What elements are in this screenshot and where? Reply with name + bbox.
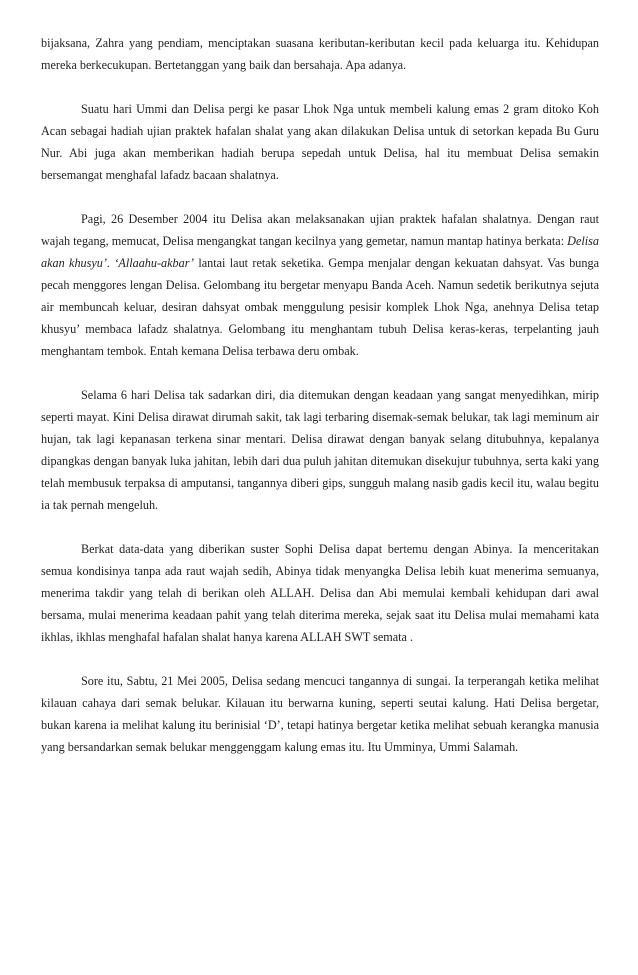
- document-page: [41, 32, 599, 780]
- paragraph-6-text: Sore itu, Sabtu, 21 Mei 2005, Delisa sedang mencuci tangannya di sungai. Ia terperangah ketika melihat kilauan cahaya dari semak belukar. Kilauan itu berwarna kuning, seperti seutai kalung. Hati Delisa bergetar, bukan karena ia melihat kalung itu berinisial ‘D’, tetapi hatinya bergetar ketika melihat sebuah kerangka manusia yang bersandarkan semak belukar menggenggam kalung emas itu. Itu Umminya, Ummi Salamah.: [41, 674, 599, 754]
- paragraph-4-text: Selama 6 hari Delisa tak sadarkan diri, dia ditemukan dengan keadaan yang sangat menyedihkan, mirip seperti mayat. Kini Delisa dirawat dirumah sakit, tak lagi terbaring disemak-semak belukar, tak lagi meminum air hujan, tak lagi kepanasan terkena sinar mentari. Delisa dirawat dengan banyak selang ditubuhnya, kepalanya dipangkas dengan banyak luka jahitan, lebih dari dua puluh jahitan ditemukan disekujur tubuhnya, serta kaki yang telah membusuk terpaksa di amputansi, tangannya diberi gips, sungguh malang nasib gadis kecil itu, walau begitu ia tak pernah mengeluh.: [41, 388, 599, 512]
- paragraph-5: [41, 538, 599, 648]
- paragraph-3-text-b: lantai laut retak seketika. Gempa menjalar dengan kekuatan dahsyat. Vas bunga pecah menggores lengan Delisa. Gelombang itu bergetar menyapu Banda Aceh. Namun sedetik berikutnya sejuta air membuncah keluar, desiran dahsyat ombak menggulung pesisir komplek Lhok Nga, anehnya Delisa tetap khusyu’ membaca lafadz shalatnya. Gelombang itu menghantam tubuh Delisa keras-keras, terpelanting jauh menghantam tembok. Entah kemana Delisa terbawa deru ombak.: [41, 256, 599, 358]
- paragraph-3-text-a: Pagi, 26 Desember 2004 itu Delisa akan melaksanakan ujian praktek hafalan shalatnya. Dengan raut wajah tegang, memucat, Delisa mengangkat tangan kecilnya yang gemetar, namun mantap hatinya berkata:: [41, 212, 599, 248]
- paragraph-2: [41, 98, 599, 186]
- paragraph-3: [41, 208, 599, 362]
- paragraph-4: [41, 384, 599, 516]
- paragraph-5-text: Berkat data-data yang diberikan suster Sophi Delisa dapat bertemu dengan Abinya. Ia menceritakan semua kondisinya tanpa ada raut wajah sedih, Abinya tidak menyangka Delisa lebih kuat menerima semuanya, menerima takdir yang telah di berikan oleh ALLAH. Delisa dan Abi memulai kembali kehidupan dari awal bersama, mulai menerima keadaan pahit yang telah diterima mereka, sejak saat itu Delisa mulai memahami kata ikhlas, ikhlas menghafal hafalan shalat hanya karena ALLAH SWT semata .: [41, 542, 599, 644]
- paragraph-1-text: bijaksana, Zahra yang pendiam, menciptakan suasana keributan-keributan kecil pada keluarga itu. Kehidupan mereka berkecukupan. Bertetanggan yang baik dan bersahaja. Apa adanya.: [41, 36, 599, 72]
- paragraph-2-text: Suatu hari Ummi dan Delisa pergi ke pasar Lhok Nga untuk membeli kalung emas 2 gram ditoko Koh Acan sebagai hadiah ujian praktek hafalan shalat yang akan dilakukan Delisa untuk di setorkan kepada Bu Guru Nur. Abi juga akan memberikan hadiah berupa sepedah untuk Delisa, hal itu membuat Delisa semakin bersemangat menghafal lafadz bacaan shalatnya.: [41, 102, 599, 182]
- paragraph-6: [41, 670, 599, 758]
- paragraph-3-quote: Delisa akan khusyu’. ‘Allaahu-akbar’: [41, 234, 599, 270]
- paragraph-1: [41, 32, 599, 76]
